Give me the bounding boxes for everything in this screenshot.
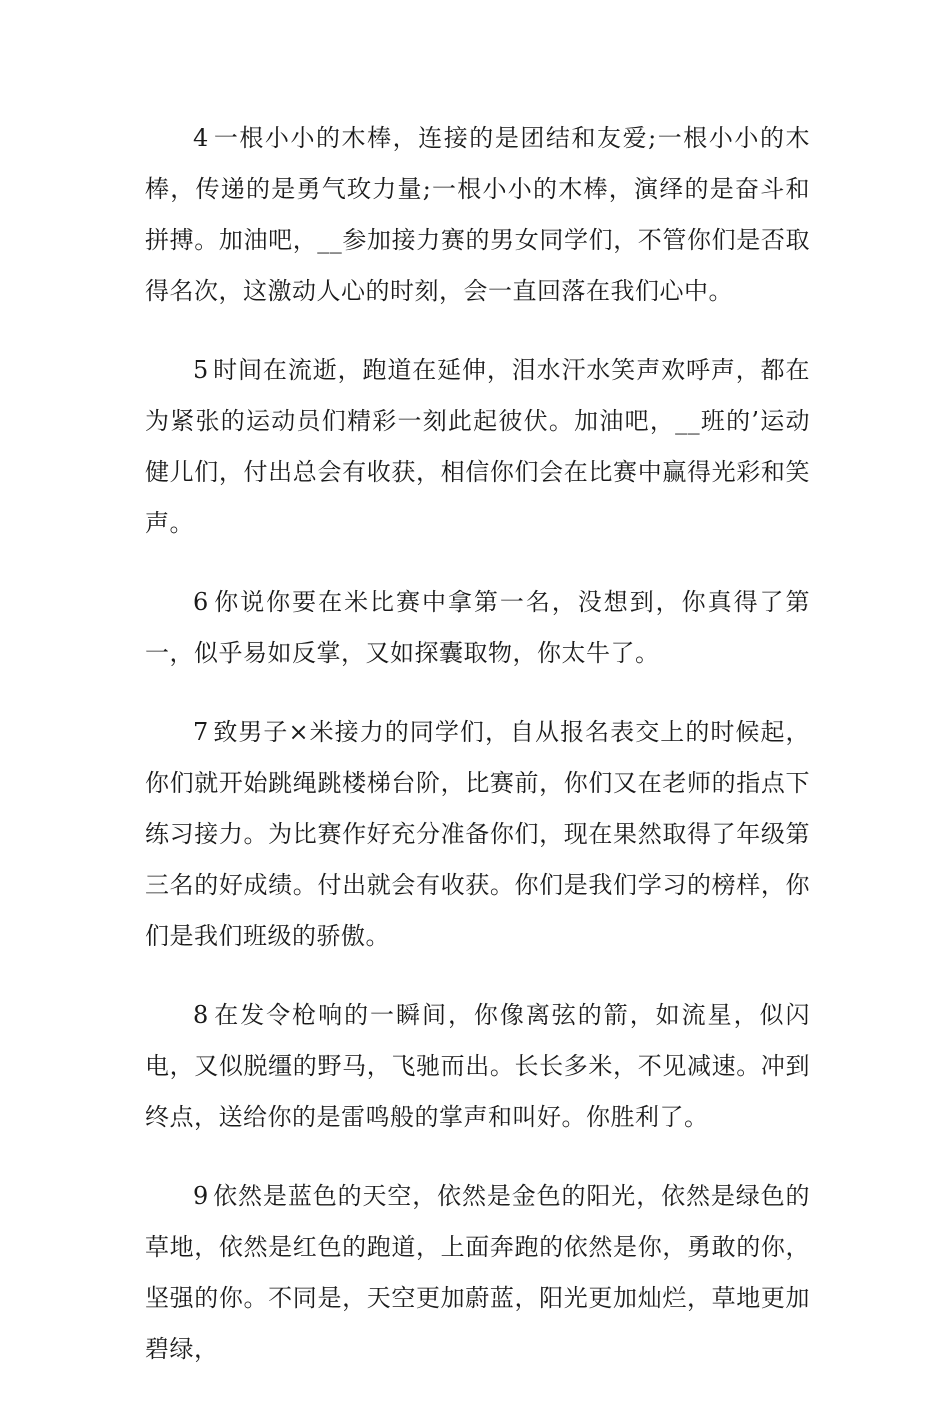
paragraph-5: [145, 345, 810, 549]
paragraph-number: 8: [193, 1001, 209, 1029]
paragraph-8: [145, 990, 810, 1143]
paragraph-number: 9: [193, 1182, 209, 1210]
paragraph-number: 5: [193, 356, 209, 384]
paragraph-4: [145, 113, 810, 317]
paragraph-text: 在发令枪响的一瞬间，你像离弦的箭，如流星，似闪电，又似脱缰的野马，飞驰而出。长长多米，不见减速。冲到终点，送给你的是雷鸣般的掌声和叫好。你胜利了。: [145, 1001, 810, 1131]
paragraph-text: 依然是蓝色的天空，依然是金色的阳光，依然是绿色的草地，依然是红色的跑道，上面奔跑的依然是你，勇敢的你，坚强的你。不同是，天空更加蔚蓝，阳光更加灿烂，草地更加碧绿，: [145, 1182, 810, 1363]
paragraph-text: 一根小小的木棒，连接的是团结和友爱;一根小小的木棒，传递的是勇气玫力量;一根小小的木棒，演绎的是奋斗和拼搏。加油吧，__参加接力赛的男女同学们，不管你们是否取得名次，这激动人心的时刻，会一直回落在我们心中。: [145, 124, 810, 305]
paragraph-number: 7: [193, 718, 209, 746]
paragraph-number: 4: [193, 124, 209, 152]
paragraph-text: 你说你要在米比赛中拿第一名，没想到，你真得了第一，似乎易如反掌，又如探囊取物，你太牛了。: [145, 588, 810, 667]
paragraph-6: [145, 577, 810, 679]
paragraph-number: 6: [193, 588, 209, 616]
paragraph-text: 致男子×米接力的同学们，自从报名表交上的时候起，你们就开始跳绳跳楼梯台阶，比赛前，你们又在老师的指点下练习接力。为比赛作好充分准备你们，现在果然取得了年级第三名的好成绩。付出就会有收获。你们是我们学习的榜样，你们是我们班级的骄傲。: [145, 718, 810, 950]
paragraph-text: 时间在流逝，跑道在延伸，泪水汗水笑声欢呼声，都在为紧张的运动员们精彩一刻此起彼伏。加油吧，__班的’运动健儿们，付出总会有收获，相信你们会在比赛中赢得光彩和笑声。: [145, 356, 810, 537]
document-body: [145, 113, 810, 1403]
paragraph-7: [145, 707, 810, 962]
paragraph-9: [145, 1171, 810, 1375]
